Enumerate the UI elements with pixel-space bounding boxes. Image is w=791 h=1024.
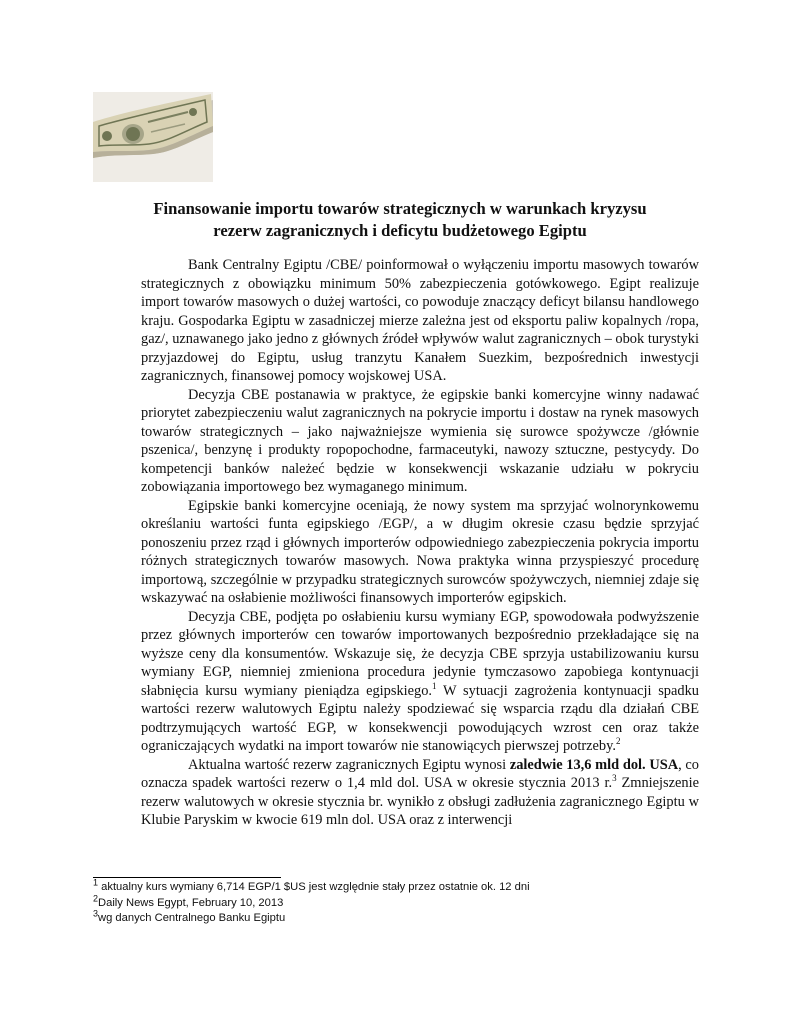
title-line-1: Finansowanie importu towarów strategicznych w warunkach kryzysu: [153, 199, 647, 218]
footnote-divider: [93, 877, 281, 878]
document-body: [141, 256, 699, 830]
title-line-2: rezerw zagranicznych i deficytu budżetowego Egiptu: [213, 221, 587, 240]
footnote-text: Daily News Egypt, February 10, 2013: [98, 896, 284, 909]
footnotes: [93, 877, 713, 927]
dollar-bill-photo: [93, 92, 213, 182]
paragraph: [141, 608, 699, 756]
footnote: [93, 892, 713, 912]
paragraph-text: , co oznacza spadek wartości rezerw o 1,4 mld dol. USA w okresie stycznia 2013 r.: [141, 756, 699, 791]
footnote-text: wg danych Centralnego Banku Egiptu: [98, 912, 286, 924]
footnote-number: 3: [93, 908, 99, 919]
footnote-number: 2: [93, 892, 99, 903]
paragraph-text: Aktualna wartość rezerw zagranicznych Egiptu wynosi: [188, 756, 510, 773]
paragraph: Decyzja CBE postanawia w praktyce, że egipskie banki komercyjne winny nadawać priorytet zabezpieczeniu walut zagranicznych na pokrycie importu i dostaw na rynek masowych towarów strategicznych – jako najważniejsze wymienia się surowce spożywcze /głównie pszenica/, benzynę i produkty ropopochodne, farmaceutyki, nawozy sztuczne, pestycydy. Do kompetencji banków należeć będzie w konsekwencji wskazanie udziału w pokryciu zobowiązania importowego bez wymaganego minimum.: [141, 386, 699, 495]
paragraph-text: Decyzja CBE, podjęta po osłabieniu kursu wymiany EGP, spowodowała podwyższenie przez głównych importerów cen towarów importowanych bezpośrednio przekładające się na wyższe ceny dla konsumentów. Wskazuje się, że decyzja CBE sprzyja ustabilizowaniu kursu wymiany EGP, niemniej zmieniona procedura jedynie tymczasowo zapobiega kontynuacji słabnięcia kursu wymiany pieniądza egipskiego.: [141, 608, 699, 699]
paragraph: Bank Centralny Egiptu /CBE/ poinformował o wyłączeniu importu masowych towarów strategicznych z obowiązku minimum 50% zabezpieczenia gotówkowego. Egipt realizuje import towarów masowych o dużej wartości, co powoduje znaczący deficyt bilansu handlowego kraju. Gospodarka Egiptu w zasadniczej mierze zależna jest od eksportu paliw kopalnych /ropa, gaz/, uznawanego jako jedno z głównych źródeł wpływów walut zagranicznych – obok turystyki przyjazdowej do Egiptu, usług tranzytu Kanałem Suezkim, bezpośrednich inwestycji zagranicznych, finansowej pomocy wojskowej USA.: [141, 257, 699, 384]
footnote-ref[interactable]: 3: [612, 773, 617, 784]
paragraph: Egipskie banki komercyjne oceniają, że nowy system ma sprzyjać wolnorynkowemu określaniu wartości funta egipskiego /EGP/, a w długim okresie czasu będzie sprzyjać ponoszeniu przez rząd i głównych importerów odpowiedniego zabezpieczenia pokrycia importu różnych strategicznych towarów masowych. Nowa praktyka winna przyspieszyć procedurę importową, szczególnie w przypadku strategicznych surowców spożywczych, niemniej zdaje się wskazywać na osłabienie możliwości finansowych importerów egipskich.: [141, 497, 699, 606]
paragraph-text: W sytuacji zagrożenia kontynuacji spadku wartości rezerw walutowych Egiptu należy spodziewać się wsparcia rządu dla działań CBE podtrzymujących wartość EGP, w konsekwencji powodujących wzrost cen oraz także ograniczających wydatki na import towarów nie stanowiących pierwszej potrzeby.: [141, 682, 699, 754]
bold-amount: zaledwie 13,6 mld dol. USA: [509, 756, 679, 773]
paragraph-text: Zmniejszenie rezerw walutowych w okresie stycznia br. wynikło z obsługi zadłużenia zagranicznego Egiptu w Klubie Paryskim w kwocie 619 mln dol. USA oraz z interwencji: [141, 775, 699, 828]
footnote: [93, 877, 713, 896]
footnote-number: 1: [93, 877, 99, 888]
footnote-ref[interactable]: 1: [432, 680, 437, 691]
footnote-text: aktualny kurs wymiany 6,714 EGP/1 $US jest względnie stały przez ostatnie ok. 12 dni: [98, 881, 530, 893]
paragraph: [141, 756, 699, 830]
footnote-ref[interactable]: 2: [615, 736, 621, 747]
document-title: [120, 198, 680, 242]
footnote: [93, 908, 713, 927]
dollar-bill-icon: [93, 92, 213, 182]
